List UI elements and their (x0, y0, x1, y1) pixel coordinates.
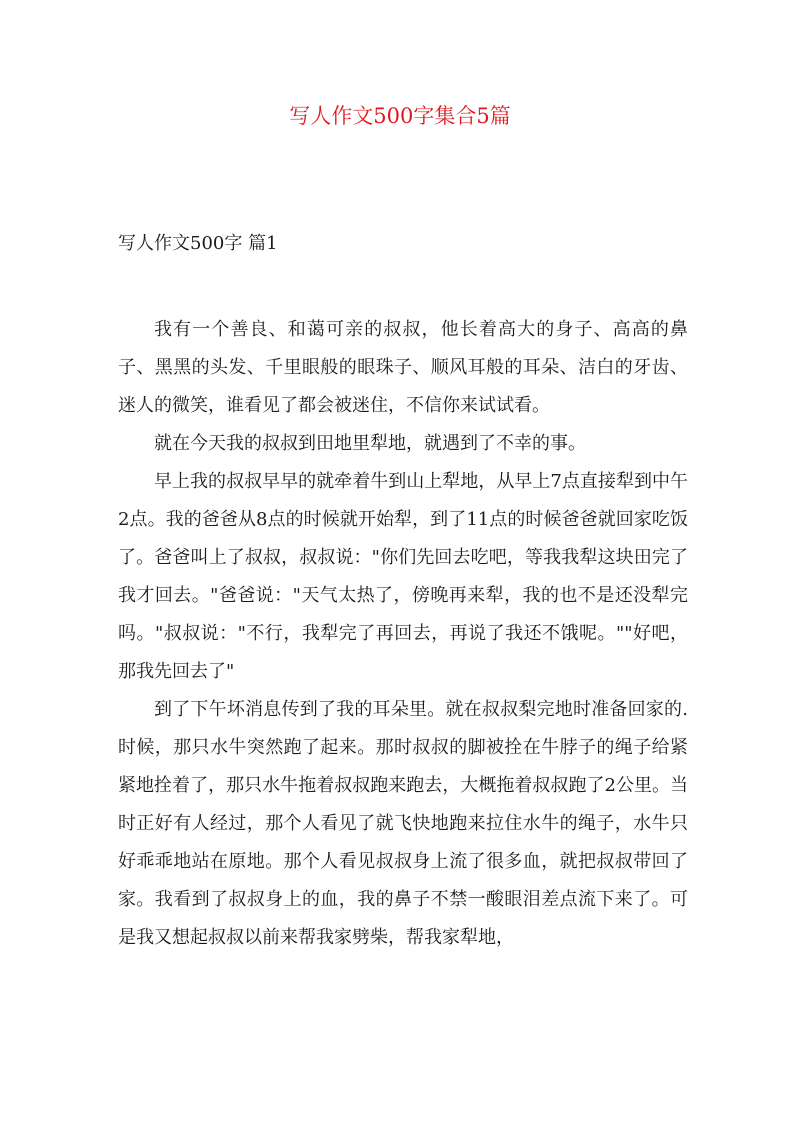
paragraph-1: 我有一个善良、和蔼可亲的叔叔，他长着高大的身子、高高的鼻子、黑黑的头发、千里眼般的眼珠子、顺风耳般的耳朵、洁白的牙齿、迷人的微笑，谁看见了都会被迷住，不信你来试试看。 (118, 319, 688, 416)
section-heading: 写人作文500字 篇1 (118, 233, 278, 254)
document-title: 写人作文500字集合5篇 (289, 104, 511, 128)
paragraph-2: 就在今天我的叔叔到田地里犁地，就遇到了不幸的事。 (154, 433, 586, 454)
paragraph-3: 早上我的叔叔早早的就牵着牛到山上犁地，从早上7点直接犁到中午2点。我的爸爸从8点的时候就开始犁，到了11点的时候爸爸就回家吃饭了。爸爸叫上了叔叔，叔叔说："你们先回去吃吧，等我我犁这块田完了我才回去。"爸爸说："天气太热了，傍晚再来犁，我的也不是还没犁完吗。"叔叔说："不行，我犁完了再回去，再说了我还不饿呢。""好吧，那我先回去了" (118, 471, 688, 682)
paragraph-4: 到了下午坏消息传到了我的耳朵里。就在叔叔梨完地时准备回家的.时候，那只水牛突然跑了起来。那时叔叔的脚被拴在牛脖子的绳子给紧紧地拴着了，那只水牛拖着叔叔跑来跑去，大概拖着叔叔跑了2公里。当时正好有人经过，那个人看见了就飞快地跑来拉住水牛的绳子，水牛只好乖乖地站在原地。那个人看见叔叔身上流了很多血，就把叔叔带回了家。我看到了叔叔身上的血，我的鼻子不禁一酸眼泪差点流下来了。可是我又想起叔叔以前来帮我家劈柴，帮我家犁地， (118, 699, 688, 948)
article-body (118, 311, 688, 957)
